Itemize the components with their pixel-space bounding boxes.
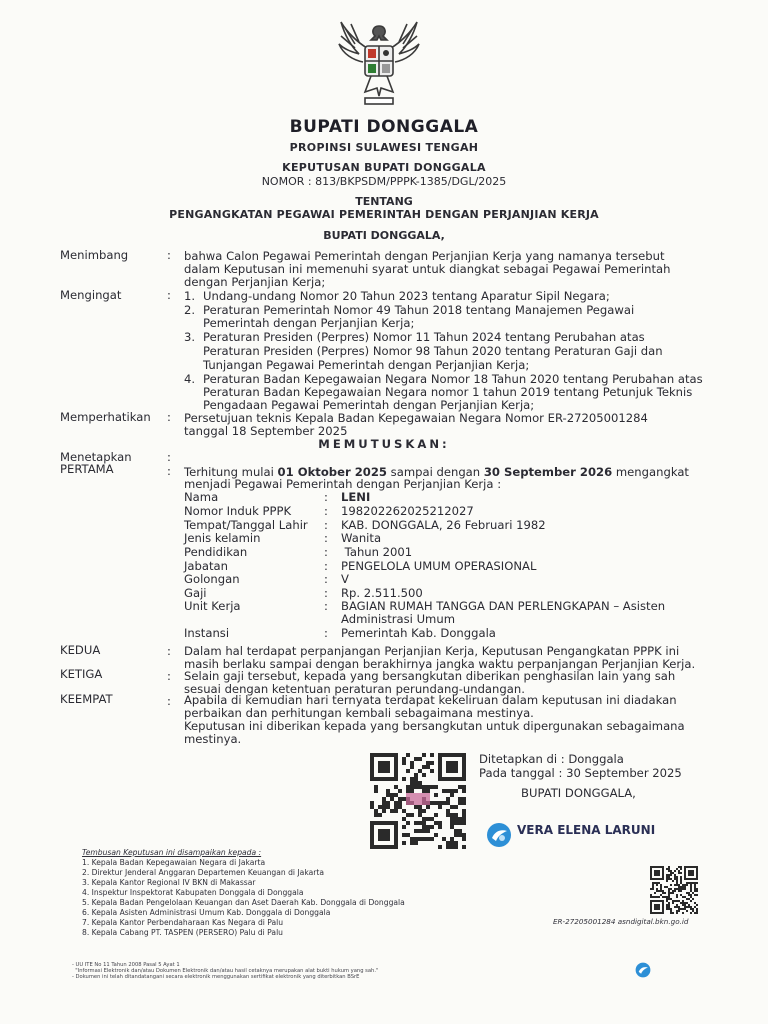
pertama-label: PERTAMA [60,462,114,476]
menetapkan-label: Menetapkan [60,450,132,464]
mengingat-item-line: Peraturan Presiden (Perpres) Nomor 11 Tahun 2024 tentang Perubahan atas [203,330,645,344]
mengingat-item-line: Peraturan Pemerintah Nomor 49 Tahun 2018 tentang Manajemen Pegawai [203,303,635,317]
colon: : [167,644,171,658]
signer-name: VERA ELENA LARUNI [517,823,656,837]
detail-label: Golongan [184,572,240,586]
employee-unit: Administrasi Umum [341,612,455,626]
colon: : [324,559,328,573]
keempat-line: perbaikan dan perhitungan kembali sebagaimana mestinya. [184,706,534,720]
colon: : [167,694,171,708]
employee-gender: Wanita [341,531,382,545]
legal-note: - UU ITE No 11 Tahun 2008 Pasal 5 Ayat 1 [72,962,180,968]
detail-label: Tempat/Tanggal Lahir [184,518,308,532]
colon: : [324,518,328,532]
mengingat-item-number: 1. [184,289,196,303]
sign-place-line: Ditetapkan di : Donggala [479,752,624,766]
colon: : [324,531,328,545]
sign-date-label: Pada tanggal [479,766,555,780]
decree-number: NOMOR : 813/BKPSDM/PPPK-1385/DGL/2025 [261,175,507,188]
ketiga-label: KETIGA [60,667,103,681]
verification-site: asndigital.bkn.go.id [617,917,689,926]
sign-date-line: Pada tanggal : 30 September 2025 [479,766,682,780]
detail-label: Nomor Induk PPPK [184,504,292,518]
verification-code: ER-27205001284 [553,917,616,926]
detail-label: Jabatan [184,559,228,573]
keempat-line: mestinya. [184,732,242,746]
mengingat-item-line: Undang-undang Nomor 20 Tahun 2023 tentang Aparatur Sipil Negara; [203,289,610,303]
detail-label: Jenis kelamin [184,531,261,545]
employee-agency: Pemerintah Kab. Donggala [341,626,496,640]
employee-nip: 198202262025212027 [341,504,474,518]
colon: : [324,490,328,504]
copies-item: 7. Kepala Kantor Perbendaharaan Kas Negara di Palu [82,918,284,927]
kedua-label: KEDUA [60,643,101,657]
mengingat-item-line: Tunjangan Pegawai Pemerintah dengan Perjanjian Kerja; [203,358,530,372]
copies-item: 2. Direktur Jenderal Anggaran Departemen Keuangan di Jakarta [82,868,325,877]
copies-item: 6. Kepala Asisten Administrasi Umum Kab. Donggala di Donggala [82,908,331,917]
detail-label: Nama [184,490,219,504]
colon: : [324,586,328,600]
mengingat-item-line: Peraturan Presiden (Perpres) Nomor 98 Tahun 2020 tentang Peraturan Gaji dan [203,344,663,358]
copies-item: 3. Kepala Kantor Regional IV BKN di Makassar [82,878,256,887]
colon: : [167,450,171,464]
menimbang-label: Menimbang [60,248,129,262]
pertama-text: Terhitung mulai [184,465,278,479]
keempat-label: KEEMPAT [60,692,113,706]
decree-title: KEPUTUSAN BUPATI DONGGALA [282,161,486,174]
pertama-text: sampai dengan [386,465,484,479]
keempat-line: Keputusan ini diberikan kepada yang bersangkutan untuk dipergunakan sebagaimana [184,719,685,733]
bsre-footer-logo-icon [635,962,651,978]
keempat-line: Apabila di kemudian hari ternyata terdapat kekeliruan dalam keputusan ini diadakan [184,693,677,707]
employee-position: PENGELOLA UMUM OPERASIONAL [341,559,537,573]
start-date: 01 Oktober 2025 [277,465,387,479]
mengingat-item-number: 3. [184,330,196,344]
mengingat-item-line: Pemerintah dengan Perjanjian Kerja; [203,316,415,330]
memutuskan-heading: MEMUTUSKAN: [318,437,450,451]
issuer-heading: BUPATI DONGGALA, [323,229,445,242]
pertama-line-2: menjadi Pegawai Pemerintah dengan Perjanjian Kerja : [184,477,502,491]
end-date: 30 September 2026 [483,465,613,479]
copies-item: 8. Kepala Cabang PT. TASPEN (PERSERO) Palu di Palu [82,928,283,937]
detail-label: Pendidikan [184,545,248,559]
employee-education: Tahun 2001 [341,545,413,559]
mengingat-item-number: 4. [184,372,196,386]
memperhatikan-line: Persetujuan teknis Kepala Badan Kepegawaian Negara Nomor ER-27205001284 [184,411,648,425]
sign-place-label: Ditetapkan di [479,752,558,766]
mengingat-item-line: Peraturan Badan Kepegawaian Negara nomor 1 tahun 2019 tentang Petunjuk Teknis [203,385,693,399]
about-subject: PENGANGKATAN PEGAWAI PEMERINTAH DENGAN PERJANJIAN KERJA [169,208,599,221]
bsre-logo-icon [486,822,512,848]
about-label: TENTANG [355,195,413,208]
legal-note: "Informasi Elektronik dan/atau Dokumen Elektronik dan/atau hasil cetaknya merupakan alat bukti hukum yang sah." [72,968,379,974]
menimbang-line: dalam Keputusan ini memenuhi syarat untuk diangkat sebagai Pegawai Pemerintah [184,262,671,276]
ketiga-line: Selain gaji tersebut, kepada yang bersangkutan diberikan penghasilan lain yang sah [184,669,676,683]
colon: : [167,410,171,424]
sign-place: Donggala [568,752,624,766]
mengingat-item-line: Peraturan Badan Kepegawaian Negara Nomor 18 Tahun 2020 tentang Perubahan atas [203,372,703,386]
copies-item: 4. Inspektur Inspektorat Kabupaten Donggala di Donggala [82,888,304,897]
ketiga-line: sesuai dengan ketentuan peraturan perundang-undangan. [184,682,525,696]
colon: : [167,288,171,302]
mengingat-item-number: 2. [184,303,196,317]
employee-grade: V [341,572,349,586]
colon: : [167,669,171,683]
memperhatikan-label: Memperhatikan [60,410,151,424]
kedua-line: Dalam hal terdapat perpanjangan Perjanjian Kerja, Keputusan Pengangkatan PPPK ini [184,644,680,658]
verification-qr-code [650,866,698,914]
detail-label: Instansi [184,626,230,640]
garuda-emblem-icon [331,14,427,110]
detail-label: Gaji [184,586,207,600]
employee-unit: BAGIAN RUMAH TANGGA DAN PERLENGKAPAN – Asisten [341,599,666,613]
colon: : [324,572,328,586]
copies-heading: Tembusan Keputusan ini disampaikan kepada : [82,848,262,857]
signature-qr-code [370,753,466,849]
pertama-text: mengangkat [612,465,689,479]
signer-title: BUPATI DONGGALA, [521,786,636,800]
menimbang-line: bahwa Calon Pegawai Pemerintah dengan Perjanjian Kerja yang namanya tersebut [184,249,665,263]
colon: : [324,504,328,518]
employee-birth: KAB. DONGGALA, 26 Februari 1982 [341,518,546,532]
legal-note: - Dokumen ini telah ditandatangani secara elektronik menggunakan sertifikat elektronik yang diterbitkan BSrE [72,974,360,980]
document-title: BUPATI DONGGALA [289,117,479,137]
menimbang-line: dengan Perjanjian Kerja; [184,275,326,289]
memperhatikan-line: tanggal 18 September 2025 [184,424,348,438]
colon: : [167,464,171,478]
kedua-line: masih berlaku sampai dengan berakhirnya jangka waktu perpanjangan Perjanjian Kerja. [184,657,696,671]
detail-label: Unit Kerja [184,599,241,613]
sign-date: 30 September 2025 [566,766,682,780]
colon: : [324,545,328,559]
mengingat-label: Mengingat [60,288,122,302]
employee-name: LENI [341,490,371,504]
colon: : [167,248,171,262]
copies-item: 5. Kepala Badan Pengelolaan Keuangan dan Aset Daerah Kab. Donggala di Donggala [82,898,405,907]
colon: : [324,626,328,640]
verification-line [553,917,688,927]
employee-salary: Rp. 2.511.500 [341,586,423,600]
province-subtitle: PROPINSI SULAWESI TENGAH [289,141,479,154]
mengingat-item-line: Pengadaan Pegawai Pemerintah dengan Perjanjian Kerja; [203,398,535,412]
copies-item: 1. Kepala Badan Kepegawaian Negara di Jakarta [82,858,266,867]
colon: : [324,599,328,613]
